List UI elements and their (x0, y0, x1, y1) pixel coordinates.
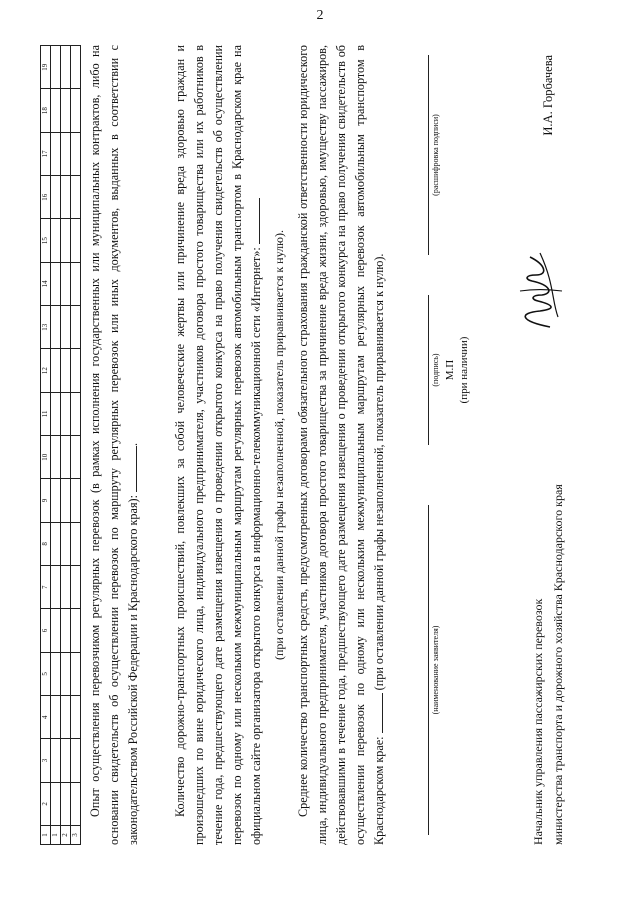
insurance-note: (при оставлении данной графы незаполненной, показатель приравнивается к нулю). (372, 253, 386, 691)
table-cell (51, 262, 61, 305)
table-row-number: 3 (71, 826, 81, 845)
table-cell (71, 219, 81, 262)
table-cell (71, 479, 81, 522)
table-cell (71, 349, 81, 392)
table-cell (51, 176, 61, 219)
table-header-cell: 9 (41, 479, 51, 522)
table-header-cell: 19 (41, 46, 51, 89)
official-name: И.А. Горбачева (541, 55, 555, 136)
insurance-blank-line (372, 693, 383, 733)
table-row (51, 46, 61, 845)
table-header-cell: 3 (41, 739, 51, 782)
table-cell (51, 219, 61, 262)
table-header-cell: 16 (41, 176, 51, 219)
table-cell (61, 46, 71, 89)
table-cell (71, 696, 81, 739)
table-cell (51, 349, 61, 392)
table-cell (61, 89, 71, 132)
table-cell (51, 436, 61, 479)
table-row-number: 2 (61, 826, 71, 845)
official-title-line-2: министерства транспорта и дорожного хозяйства Краснодарского края (551, 484, 565, 845)
table-cell (51, 609, 61, 652)
table-header-cell: 12 (41, 349, 51, 392)
table-cell (71, 566, 81, 609)
table-cell (71, 652, 81, 695)
table-cell (51, 132, 61, 175)
table-cell (61, 609, 71, 652)
table-cell (61, 436, 71, 479)
table-cell (51, 306, 61, 349)
signature-line (428, 295, 429, 445)
table-row (61, 46, 71, 845)
seal-label: М.П (444, 359, 456, 381)
table-cell (61, 262, 71, 305)
applicant-caption: (наименование заявителя) (431, 625, 440, 715)
table-cell (61, 392, 71, 435)
table-cell: 1 (41, 826, 51, 845)
table-cell (51, 46, 61, 89)
table-header-cell: 7 (41, 566, 51, 609)
insurance-text: Среднее количество транспортных средств, предусмотренных договорами обязательного страхования гражданской ответственности юридического лица, индивидуального предпринимателя, участников договора простого товарищества за причинение вреда жизни, здоровью, имуществу пассажиров, действовавшими в течение года, предшествующего дате размещения извещения о проведении открытого конкурса на право получения свидетельств об осуществлении перевозок по одному или нескольким межмуниципальным маршрутам регулярных перевозок автомобильным транспортом в Краснодарском крае: (296, 45, 386, 845)
table-header-cell: 8 (41, 522, 51, 565)
decoding-line (428, 55, 429, 255)
rotated-page-content (40, 45, 600, 845)
table-cell (61, 696, 71, 739)
table-cell (61, 479, 71, 522)
table-cell (71, 306, 81, 349)
table-header-cell: 6 (41, 609, 51, 652)
accidents-blank-line (249, 198, 260, 244)
table-cell (71, 436, 81, 479)
table-cell (61, 306, 71, 349)
table-header-cell: 4 (41, 696, 51, 739)
table-header-cell: 15 (41, 219, 51, 262)
data-table (40, 45, 81, 845)
table-header-cell: 10 (41, 436, 51, 479)
official-title-line-1: Начальник управления пассажирских перевозок (531, 598, 545, 845)
table-row-number: 1 (51, 826, 61, 845)
table-header-cell: 11 (41, 392, 51, 435)
table-cell (51, 782, 61, 825)
table-cell (61, 652, 71, 695)
table-cell (71, 739, 81, 782)
table-cell (51, 566, 61, 609)
experience-paragraph: Опыт осуществления перевозчиком регулярных перевозок (в рамках исполнения государственных или муниципальных контрактов, либо на основании свидетельств об осуществлении перевозок по маршруту регулярных перевозок или иных документов, выданных в соответствии с законодательством Российской Федерации и Краснодарского края): . (88, 45, 140, 845)
signature-caption: (подпись) (431, 353, 440, 387)
table-cell (51, 522, 61, 565)
table-cell (61, 349, 71, 392)
table-cell (51, 652, 61, 695)
table-cell (71, 89, 81, 132)
table-cell (61, 782, 71, 825)
table-cell (71, 46, 81, 89)
table-header-cell: 13 (41, 306, 51, 349)
table-cell (51, 479, 61, 522)
experience-blank-line (126, 446, 137, 492)
applicant-name-line (428, 505, 429, 835)
table-cell (51, 89, 61, 132)
table-cell (51, 739, 61, 782)
table-cell (51, 392, 61, 435)
official-title (528, 385, 568, 845)
table-cell (71, 609, 81, 652)
seal-note: (при наличии) (458, 336, 470, 404)
table-header-cell: 2 (41, 782, 51, 825)
decoding-caption: (расшифровка подписи) (431, 114, 440, 196)
table-cell (61, 566, 71, 609)
table-cell (71, 522, 81, 565)
table-cell (71, 782, 81, 825)
table-cell (61, 522, 71, 565)
table-row (71, 46, 81, 845)
accidents-note: (при оставлении данной графы незаполненной, показатель приравнивается к нулю). (272, 229, 286, 661)
table-cell (71, 176, 81, 219)
page-number: 2 (316, 8, 324, 23)
table-header-cell: 18 (41, 89, 51, 132)
table-cell (71, 132, 81, 175)
table-cell (61, 132, 71, 175)
experience-text: Опыт осуществления перевозчиком регулярных перевозок (в рамках исполнения государственных или муниципальных контрактов, либо на основании свидетельств об осуществлении перевозок по маршруту регулярных перевозок или иных документов, выданных в соответствии с законодательством Российской Федерации и Краснодарского края): (88, 45, 140, 845)
table-header-row (41, 46, 51, 845)
table-cell (61, 219, 71, 262)
insurance-paragraph (294, 45, 389, 845)
table-header-cell: 14 (41, 262, 51, 305)
table-cell (71, 392, 81, 435)
table-header-cell: 17 (41, 132, 51, 175)
table-header-cell: 5 (41, 652, 51, 695)
accidents-paragraph (171, 45, 266, 845)
table-cell (51, 696, 61, 739)
handwritten-signature (510, 245, 570, 335)
table-cell (71, 262, 81, 305)
table-cell (61, 176, 71, 219)
accidents-text: Количество дорожно-транспортных происшествий, повлекших за собой человеческие жертвы или причинение вреда здоровью граждан и произошедших по вине юридического лица, индивидуального предпринимателя, участников договора простого товарищества или их работников в течение года, предшествующего дате размещения извещения о проведении открытого конкурса на право получения свидетельств об осуществлении перевозок по одному или нескольким межмуниципальным маршрутам регулярных перевозок автомобильным транспортом в Краснодарском крае на официальном сайте организатора открытого конкурса в информационно-телекоммуникационной сети «Интернет»: (173, 45, 263, 845)
table-cell (61, 739, 71, 782)
